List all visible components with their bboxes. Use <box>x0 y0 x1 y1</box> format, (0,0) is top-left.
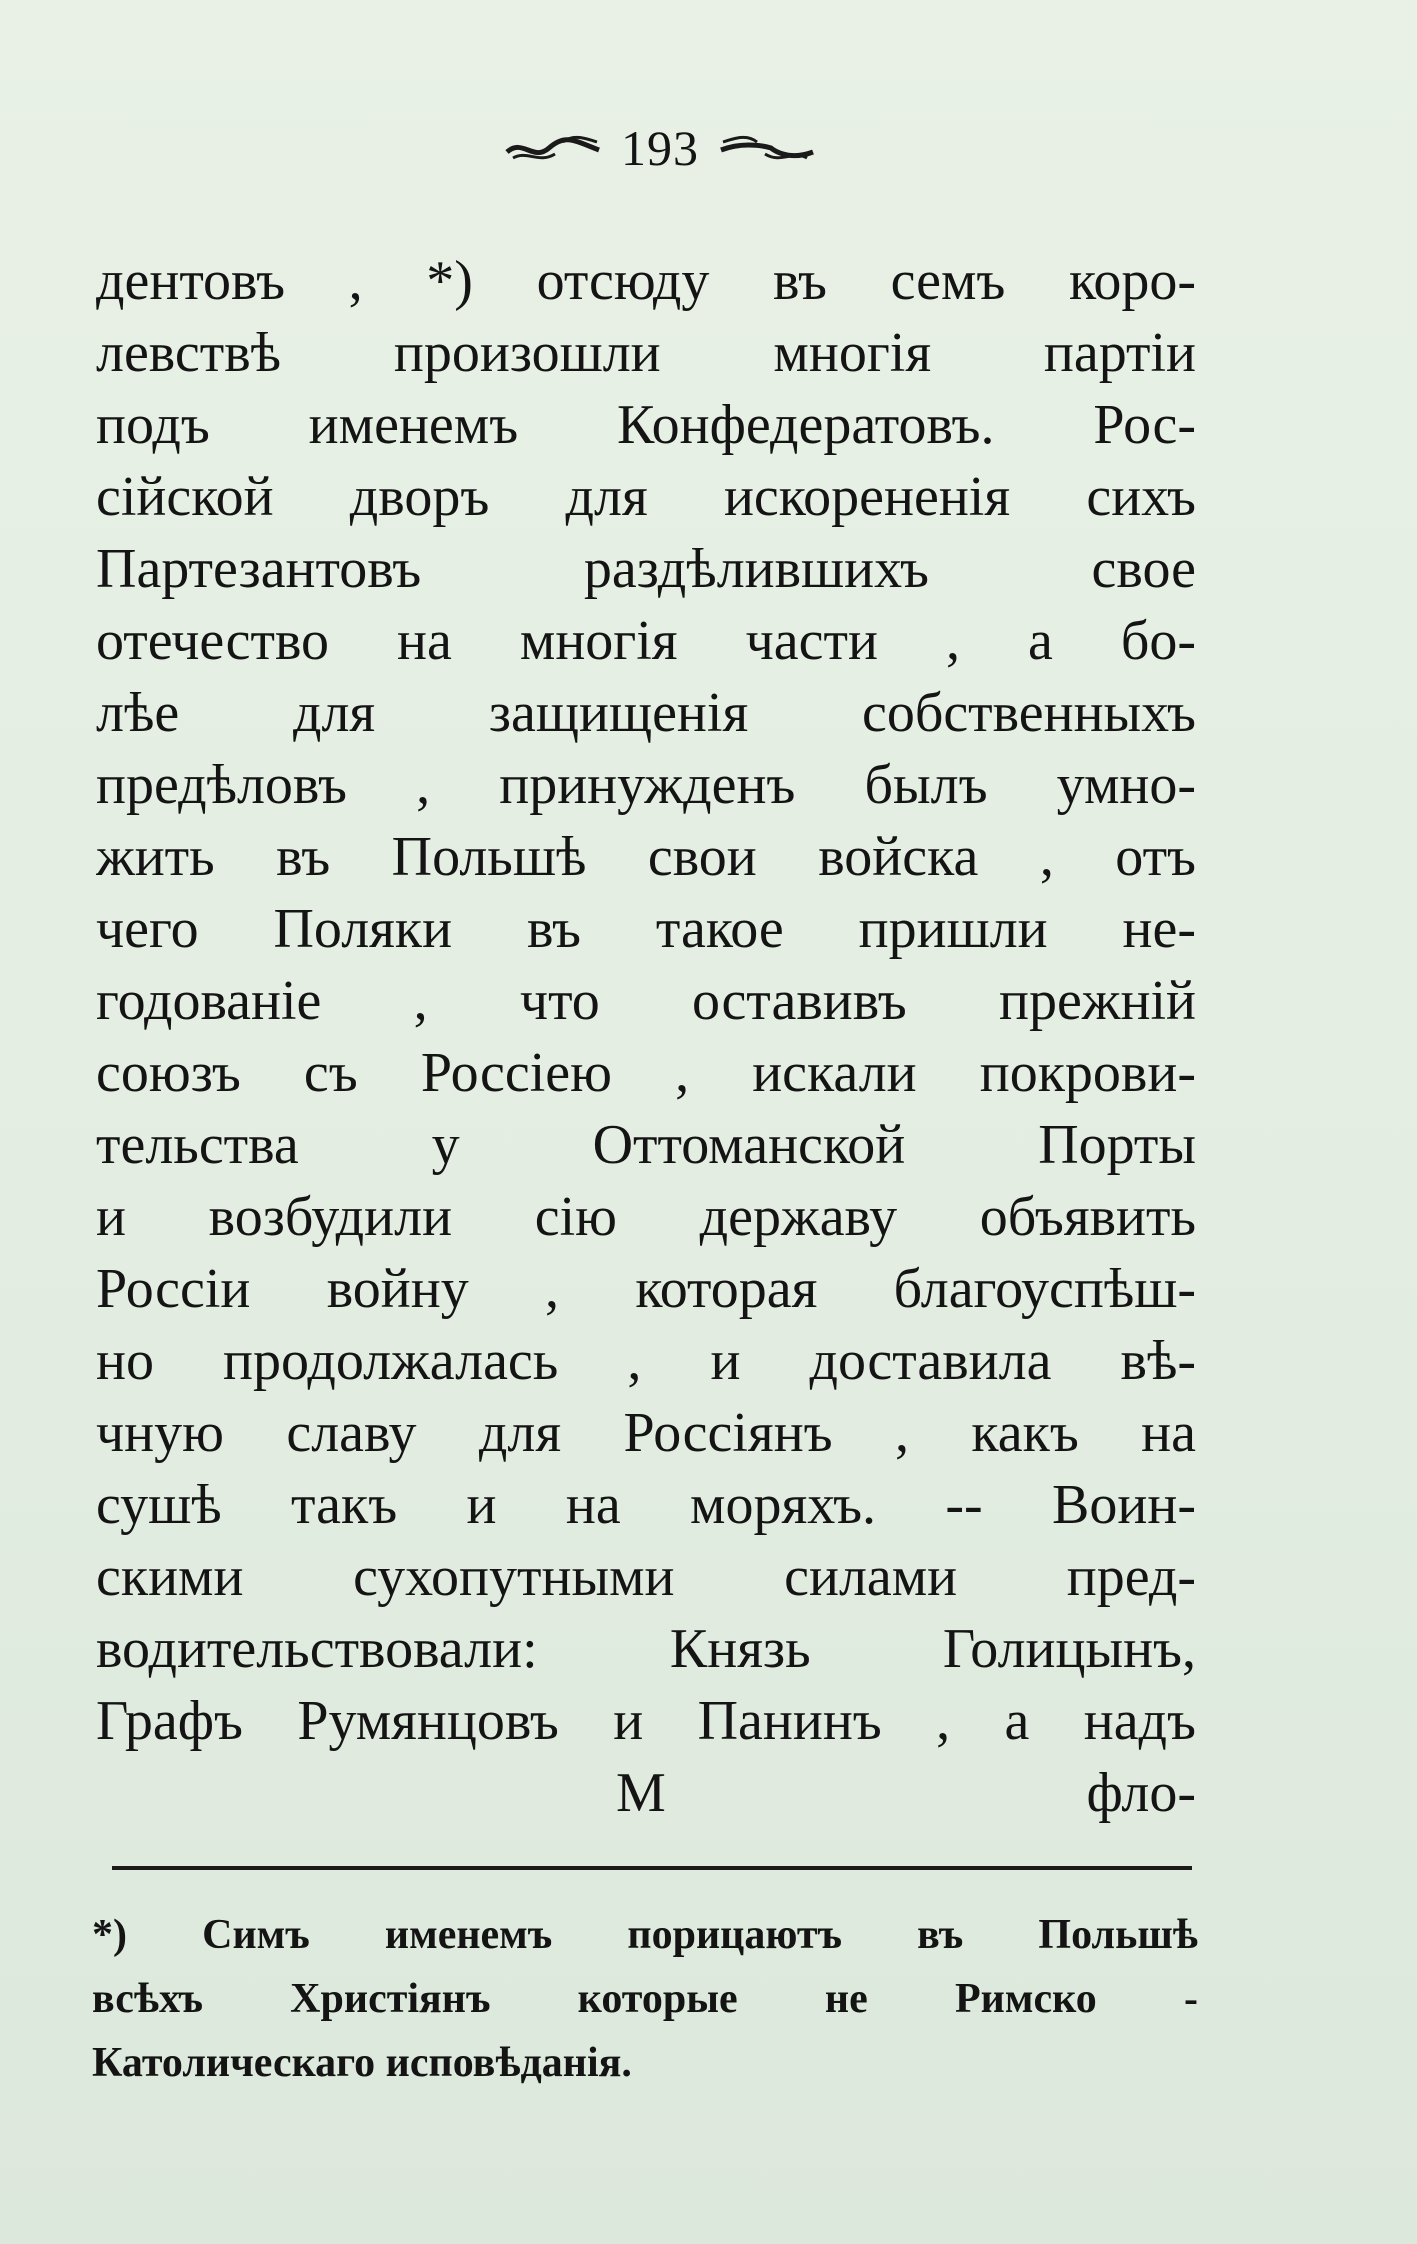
text-line: и возбудили сію державу объявить <box>96 1186 1196 1248</box>
text-line: Графъ Румянцовъ и Панинъ , а надъ <box>96 1690 1196 1752</box>
left-ornament-icon <box>503 128 603 168</box>
catchword: фло- <box>1086 1762 1196 1824</box>
footnote-divider <box>112 1866 1192 1870</box>
text-line: Россіи войну , которая благоуспѣш- <box>96 1258 1196 1320</box>
text-line: скими сухопутными силами пред- <box>96 1546 1196 1608</box>
text-line: тельства у Оттоманской Порты <box>96 1114 1196 1176</box>
signature-mark: М <box>616 1762 666 1824</box>
footnote-line: *) Симъ именемъ порицаютъ въ Польшѣ <box>92 1912 1198 1958</box>
text-line: чную славу для Россіянъ , какъ на <box>96 1402 1196 1464</box>
text-line: водительствовали: Князь Голицынъ, <box>96 1618 1196 1680</box>
right-ornament-icon <box>717 128 817 168</box>
text-line: подъ именемъ Конфедератовъ. Рос- <box>96 394 1196 456</box>
text-line: сійской дворъ для искорененія сихъ <box>96 466 1196 528</box>
footnote-line: всѣхъ Христіянъ которые не Римско - <box>92 1976 1198 2022</box>
text-line: отечество на многія части , а бо- <box>96 610 1196 672</box>
signature-line <box>96 1757 1196 1829</box>
text-line: сушѣ такъ и на моряхъ. -- Воин- <box>96 1474 1196 1536</box>
text-line: годованіе , что оставивъ прежній <box>96 970 1196 1032</box>
text-line: жить въ Польшѣ свои войска , отъ <box>96 826 1196 888</box>
text-line: предѣловъ , принужденъ былъ умно- <box>96 754 1196 816</box>
footnote-line: Католическаго исповѣданія. <box>92 2040 632 2086</box>
text-line: дентовъ , *) отсюду въ семъ коро- <box>96 250 1196 312</box>
text-line: Партезантовъ раздѣлившихъ свое <box>96 538 1196 600</box>
text-line: но продолжалась , и доставила вѣ- <box>96 1330 1196 1392</box>
text-line: лѣе для защищенія собственныхъ <box>96 682 1196 744</box>
page-header <box>470 118 850 178</box>
text-line: союзъ съ Россіею , искали покрови- <box>96 1042 1196 1104</box>
page-number: 193 <box>621 120 699 176</box>
text-line: левствѣ произошли многія партіи <box>96 322 1196 384</box>
text-line: чего Поляки въ такое пришли не- <box>96 898 1196 960</box>
